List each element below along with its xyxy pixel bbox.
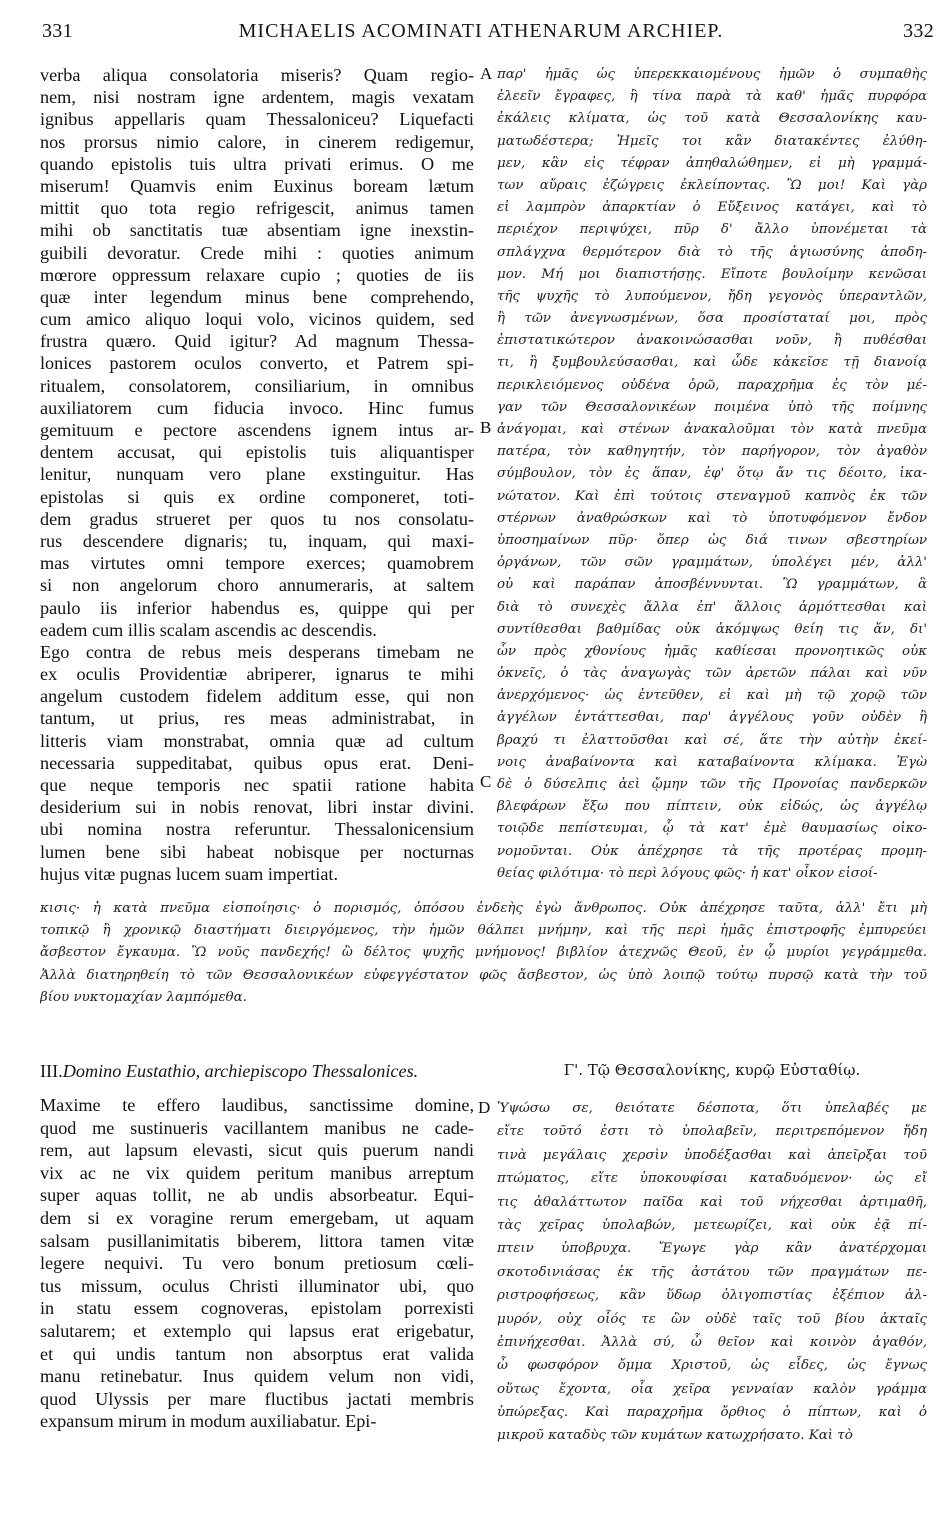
latin-text-line: tantum, ut prius, res meas administrabat, in: [40, 708, 474, 729]
latin-text-line: epistolas si quis ex ordine componeret, toti-: [40, 486, 474, 507]
greek-text-line: τινὰ μεγάλαις χερσὶν ὑποδέξασθαι καὶ ἀπεῖρξαι τοῦ: [497, 1147, 927, 1163]
greek-continuation-line: ἄσβεστον ἔγκαυμα. Ὢ νοῦς πανδεχής! ὢ δέλτος ψυχῆς μνήμονος! βιβλίον ἀτεχνῶς Θεοῦ, ἐν ᾧ μυρίοι γεγράμμεθα.: [40, 945, 927, 961]
greek-continuation-line: κισις· ἡ κατὰ πνεῦμα εἰσποίησις· ὁ πορισμός, ὁπόσου ἐνδεὴς ἐγὼ ἄνθρωπος. Οὐκ ἀπέχρησε ταῦτα, ἀλλ' ἔτι μὴ: [40, 901, 927, 916]
latin-text-line: quod Ulyssis per mare fluctibus jactati membris: [40, 1388, 474, 1409]
greek-text-line: ὦ φωσφόρον ὄμμα Χριστοῦ, ὡς εἶδες, ὡς ἔγνως: [497, 1358, 927, 1374]
greek-text-line: ἀγγέλων ἐντάττεσθαι, παρ' ἀγγέλους γοῦν οὐδὲν ἢ: [497, 710, 927, 726]
latin-text-line: expansum mirum in modum auxiliabatur. Epi-: [40, 1411, 377, 1432]
latin-text-line: dem gradus strueret per quos tu nos consolatu-: [40, 508, 474, 529]
section-title-latin: [40, 1061, 474, 1082]
page-number-left: 331: [42, 20, 73, 42]
greek-text-line: τὰς χεῖρας ὑπολαβών, μετεωρίζει, καὶ οὐκ ἐᾷ πί-: [497, 1217, 927, 1233]
latin-text-line: quæ inter legendum minus bene comprehendo,: [40, 286, 474, 307]
latin-text-line: verba aliqua consolatoria miseris? Quam regio-: [40, 65, 474, 85]
latin-text-line: vix ac ne vix quidem peritum manibus arreptum: [40, 1162, 474, 1183]
latin-text-line: ex oculis Providentiæ abriperer, ignarus te mihi: [40, 664, 474, 685]
greek-text-line: διὰ τὸ συνεχὲς ἄλλα ἐπ' ἄλλοις ἁρμόττεσθαι καὶ: [497, 599, 927, 615]
latin-text-line: mittit quo tota regio refrigescit, animus tamen: [40, 198, 474, 219]
greek-text-line: Ὑψώσω σε, θειότατε δέσποτα, ὅτι ὑπελαβές με: [497, 1101, 927, 1116]
greek-text-line: περικλειόμενος οὐδένα ὁρῶ, παραχρῆμα ἐς τὸν μέ-: [497, 377, 927, 393]
margin-marker-a: A: [480, 64, 493, 83]
greek-text-line: ριστροφήσεως, κἂν ὕδωρ ὀλιγοπιστίας ἐξέπιον ἁλ-: [497, 1288, 927, 1304]
greek-text-line: πτειν ὑποβρυχα. Ἔγωγε γὰρ κἂν ἀνατέρχομαι: [497, 1241, 927, 1257]
greek-text-line: ἀνάγομαι, καὶ στένων ἀνακαλοῦμαι τὸν κατὰ πνεῦμα: [497, 422, 927, 437]
margin-marker-d: D: [478, 1098, 491, 1117]
greek-continuation-line: τοπικῷ ἢ χρονικῷ διαστήματι διειργόμενος, τὴν ἡμῶν θάλπει μνήμην, καὶ τῆς περὶ ἡμᾶς ἐπιστροφῆς ἐμπυρεύει: [40, 923, 927, 939]
latin-text-line: tus missum, oculus Christi illuminator ubi, quo: [40, 1275, 474, 1296]
greek-text-line: ἐπινήχεσθαι. Ἀλλὰ σύ, ὦ θεῖον καὶ κοινὸν ἀγαθόν,: [497, 1334, 927, 1350]
greek-text-line: ὑποσημαίνων πῦρ· ὅπερ ὡς διά τινων σβεστηρίων: [497, 532, 927, 548]
greek-text-line: ὑπώρεξας. Καὶ παραχρῆμα ὄρθιος ὁ πίπτων, καὶ ὁ: [497, 1405, 927, 1421]
latin-text-line: frustra quæro. Quid igitur? Ad magnum Thessa-: [40, 331, 474, 352]
greek-text-line: ἐπιστατικώτερον ἀνακοινώσασθαι νοῦν, ἢ πυθέσθαι: [497, 333, 927, 349]
latin-text-line: nem, nisi nostram igne ardentem, magis vexatam: [40, 87, 474, 108]
greek-text-line: ὀκνεῖς, ὁ τὰς ἀναγωγὰς τῶν ἀρετῶν πάλαι καὶ νῦν: [497, 666, 927, 682]
greek-text-line: μον. Μή μοι διαπιστήσῃς. Εἴποτε βουλοίμην κενῶσαι: [497, 266, 927, 282]
latin-text-line: guibili devoratur. Crede mihi : quoties animum: [40, 242, 474, 263]
greek-text-line: τοιῷδε πεπίστευμαι, ᾧ τὰ κατ' ἐμὲ θαυμασίως οἰκο-: [497, 821, 927, 837]
latin-text-line: lumen bene sibi habeat nobisque per nocturnas: [40, 841, 474, 862]
greek-text-line: ματωδέστερα; Ἡμεῖς τοι κἂν διατακέντες ἐλύθη-: [497, 133, 927, 149]
section-number: III.: [40, 1061, 63, 1081]
greek-text-line: μικροῦ καταδὺς τῶν κυμάτων κατωχρήσατο. Καὶ τὸ: [497, 1428, 853, 1444]
greek-text-line: ὀργάνων, τῶν σῶν γραμμάτων, ὑπολέγει μέν, ἀλλ': [497, 555, 927, 571]
latin-text-line: si non angelorum choro annumeraris, at saltem: [40, 575, 474, 596]
greek-text-line: των αὔραις ἐζώγρεις ἐκλείποντας. Ὢ μοι! Καὶ γὰρ: [497, 177, 927, 193]
latin-text-line: salsam pusillanimitatis biberem, littora tamen vitæ: [40, 1230, 474, 1251]
greek-continuation-line: βίου νυκτομαχίαν λαμπόμεθα.: [40, 989, 247, 1005]
greek-text-line: νώτατον. Καὶ ἐπὶ τούτοις στεναγμοῦ καπνὸς ἐκ τῶν: [497, 488, 927, 504]
greek-text-line: πατέρα, τὸν καθηγητήν, τὸν παρήγορον, τὸν ἀγαθὸν: [497, 444, 927, 460]
latin-text-line: in statu essem cognoveras, epistolam porrexisti: [40, 1298, 474, 1319]
latin-text-line: necessaria suppeditabat, quibus opus erat. Deni-: [40, 752, 474, 773]
greek-text-line: παρ' ἡμᾶς ὡς ὑπερεκκαιομένους ἡμῶν ὁ συμπαθὴς: [497, 67, 927, 82]
greek-text-line: σύμβουλον, τὸν ἐς ἅπαν, ἐφ' ὅτῳ ἄν τις δέοιτο, ἱκα-: [497, 466, 927, 482]
margin-marker-b: B: [480, 418, 492, 437]
greek-continuation-line: Ἀλλὰ διατηρηθείη τὸ τῶν Θεσσαλονικέων εὐφεγγέστατον φῶς ἄσβεστον, ὡς ὑπὸ λοιπῷ τούτῳ πυρσῷ κατὰ τὴν τοῦ: [40, 967, 927, 983]
latin-column-upper: [40, 64, 474, 885]
latin-text-line: dem si ex voragine rerum emergebam, ut aquam: [40, 1207, 474, 1228]
latin-text-line: angelum custodem fidelem additum esse, qui non: [40, 686, 474, 707]
greek-text-line: ἀνερχόμενος· ὡς ἐντεῦθεν, εἰ καὶ μὴ τῷ χορῷ τῶν: [497, 688, 927, 704]
latin-text-line: auxiliatorem cum fiducia invoco. Hinc fumus: [40, 397, 474, 418]
greek-text-line: μυρόν, οὐχ οἷός τε ὢν οὐδὲ ταῖς τοῦ βίου ἀκταῖς: [497, 1311, 927, 1327]
latin-text-line: Ego contra de rebus meis desperans timebam ne: [40, 641, 474, 662]
greek-text-line: ἐλεεῖν ἔγραφες, ἢ τίνα παρὰ τὰ καθ' ἡμᾶς πυρφόρα: [497, 89, 927, 105]
latin-text-line: salutarem; et extemplo qui lapsus erat erigebatur,: [40, 1320, 474, 1341]
latin-text-line: ubi nomina nostra referuntur. Thessalonicensium: [40, 819, 474, 840]
greek-text-line: οὕτως ἔχοντα, οἷα χεῖρα γενναίαν καλὸν γράμμα: [497, 1381, 927, 1397]
latin-text-line: mas virtutes omni tempore exerces; quamobrem: [40, 553, 474, 574]
greek-column-upper: [497, 64, 927, 885]
latin-text-line: paulo iis inferior habendus es, quippe qui per: [40, 597, 474, 618]
greek-text-line: συντίθεσθαι βαθμίδας οὐκ ἀκόμψως θείη τις ἄν, δι': [497, 621, 927, 637]
greek-text-line: θείας φιλότιμα· τὸ περὶ λόγους φῶς· ἡ κατ' οἶκον εἰσοί-: [497, 865, 878, 881]
latin-text-line: eadem cum illis scalam ascendis ac descendis.: [40, 619, 377, 640]
latin-text-line: Maxime te effero laudibus, sanctissime domine,: [40, 1095, 474, 1115]
greek-text-line: εἴτε τοῦτό ἐστι τὸ ὑπολαβεῖν, περιτρεπόμενον ἤδη: [497, 1124, 927, 1140]
latin-text-line: dentem accusat, qui epistolis tuis aliquantisper: [40, 442, 474, 463]
latin-text-line: rem, aut lapsum elevasti, sicut quis puerum nandi: [40, 1140, 474, 1161]
latin-text-line: super aquas tollit, ne ab undis absorbeatur. Equi-: [40, 1185, 474, 1206]
greek-text-line: πτώματος, εἴτε ὑποκουφίσαι καταδυόμενον· ὡς εἴ: [497, 1171, 927, 1187]
margin-marker-c: C: [480, 772, 492, 791]
latin-text-line: lonices pastorem oculos converto, et Patrem spi-: [40, 353, 474, 374]
greek-column-lower: [497, 1097, 927, 1448]
latin-text-line: rus descendere dignaris; tu, inquam, qui maxi-: [40, 530, 474, 551]
greek-text-line: εἰ λαμπρὸν ἀπαρκτίαν ὁ Εὔξεινος κατάγει, καὶ τὸ: [497, 200, 927, 216]
greek-text-line: δὲ ὁ δύσελπις ἀεὶ ᾤμην τῶν τῆς Προνοίας πανδερκῶν: [497, 777, 927, 792]
latin-text-line: que neque temporis nec spatii ratione habita: [40, 775, 474, 795]
greek-text-line: τι, ἢ ξυμβουλεύσασθαι, καὶ ὧδε κἀκεῖσε τῇ διανοίᾳ: [497, 355, 927, 371]
latin-text-line: legere nequivi. Tu vero bonum pretiosum cœli-: [40, 1253, 474, 1274]
greek-text-line: ἢ τῶν ἀνεγνωσμένων, ὅσα προσίσταταί μοι, πρὸς: [497, 311, 927, 327]
greek-text-line: βλεφάρων ἔξω που πίπτειν, οὐκ εἰδώς, ὡς ἀγγέλῳ: [497, 799, 927, 815]
greek-text-line: τις ἀθαλάττωτον παῖδα καὶ τοῦ νήχεσθαι ἀρτιμαθῆ,: [497, 1194, 927, 1210]
latin-text-line: miserum! Quamvis enim Euxinus boream lætum: [40, 175, 474, 196]
latin-text-line: desiderium sui in nobis renovat, libri instar divini.: [40, 797, 474, 818]
latin-text-line: quando epistolis tuis ultra privati erimus. O me: [40, 153, 474, 174]
section-title-greek: Γ'. Τῷ Θεσσαλονίκης, κυρῷ Εὐσταθίῳ.: [563, 1061, 861, 1079]
latin-text-line: lenitur, nunquam vero plane exstinguitur. Has: [40, 464, 474, 485]
latin-text-line: gemituum e pectore ascendens ignem intus ar-: [40, 420, 474, 440]
greek-text-line: οὐ καὶ παράπαν ἀποσβέννυνται. Ὢ γραμμάτων, ἃ: [497, 577, 927, 593]
latin-text-line: et qui undis tantum non absorptus erat valida: [40, 1343, 474, 1364]
latin-text-line: manu retinebatur. Inus quidem velum non vidi,: [40, 1366, 474, 1387]
latin-text-line: hujus vitæ pugnas lucem suam impertiat.: [40, 863, 339, 884]
greek-text-line: τῆς ψυχῆς τὸ λυπούμενον, ἤδη γεγονὸς ὑπεραντλῶν,: [497, 288, 927, 304]
page-number-right: 332: [903, 20, 934, 42]
greek-text-line: περιέχον περιψύχει, πῦρ δ' ἄλλο ὑπονέμεται τὰ: [497, 222, 927, 238]
latin-text-line: litteris viam monstrabat, omnia quæ ad cultum: [40, 730, 474, 751]
latin-text-line: cum amico aliquo loqui volo, vicinos quidem, sed: [40, 309, 474, 330]
greek-text-line: βραχύ τι ἐλαττοῦσθαι καὶ σέ, ἅτε τὴν αὐτὴν ἐκεί-: [497, 732, 927, 748]
latin-text-line: mœrore oppressum relaxare cupio ; quoties de iis: [40, 264, 474, 285]
greek-text-line: ὧν πρὸς χθονίους ἡμᾶς καθίεσαι προνοητικῶς οὐκ: [497, 643, 927, 659]
greek-text-line: νομοῦνται. Οὐκ ἀπέχρησε τὰ τῆς προτέρας προμη-: [497, 843, 927, 859]
running-title: MICHAELIS ACOMINATI ATHENARUM ARCHIEP.: [238, 20, 724, 42]
latin-text-line: quod me sustinueris vacillantem manibus ne cade-: [40, 1117, 474, 1138]
greek-text-line: ἐκάλεις κλίματα, ὡς τοῦ κατὰ Θεσσαλονίκης καυ-: [497, 111, 927, 127]
greek-text-line: στέρνων ἀναθρώσκων καὶ τὸ ὑποτυφόμενον ἔνδον: [497, 510, 927, 526]
greek-text-line: σπλάγχνα θερμότερον διὰ τὸ τῆς ἁγιωσύνης ἀποδη-: [497, 244, 927, 260]
latin-text-line: ritualem, consolatorem, consiliarium, in omnibus: [40, 375, 474, 396]
greek-text-line: μεν, κἂν εἰς τέφραν ἀπηθαλώθημεν, εἰ μὴ γραμμά-: [497, 155, 927, 171]
greek-continuation: [40, 898, 927, 1009]
latin-text-line: nos prorsus nimio calore, in cinerem redigemur,: [40, 131, 474, 152]
greek-text-line: νοις ἀναβαίνοντα καὶ καταβαίνοντα κλίμακα. Ἐγὼ: [497, 754, 927, 770]
greek-text-line: γαν τῶν Θεσσαλονικέων ποιμένα ὑπὸ τῆς ποίμνης: [497, 399, 927, 415]
latin-text-line: mihi ob sanctitatis tuæ absentiam igne inexstin-: [40, 220, 474, 241]
latin-column-lower: [40, 1094, 474, 1433]
greek-text-line: σκοτοδινιάσας ἐκ τῆς ἀστάτου τῶν πραγμάτων πε-: [497, 1264, 927, 1280]
section-title-latin-text: Domino Eustathio, archiepiscopo Thessalonices.: [62, 1061, 419, 1081]
running-header: [28, 20, 934, 52]
latin-text-line: ignibus appellaris quam Thessaloniceu? Liquefacti: [40, 109, 474, 130]
